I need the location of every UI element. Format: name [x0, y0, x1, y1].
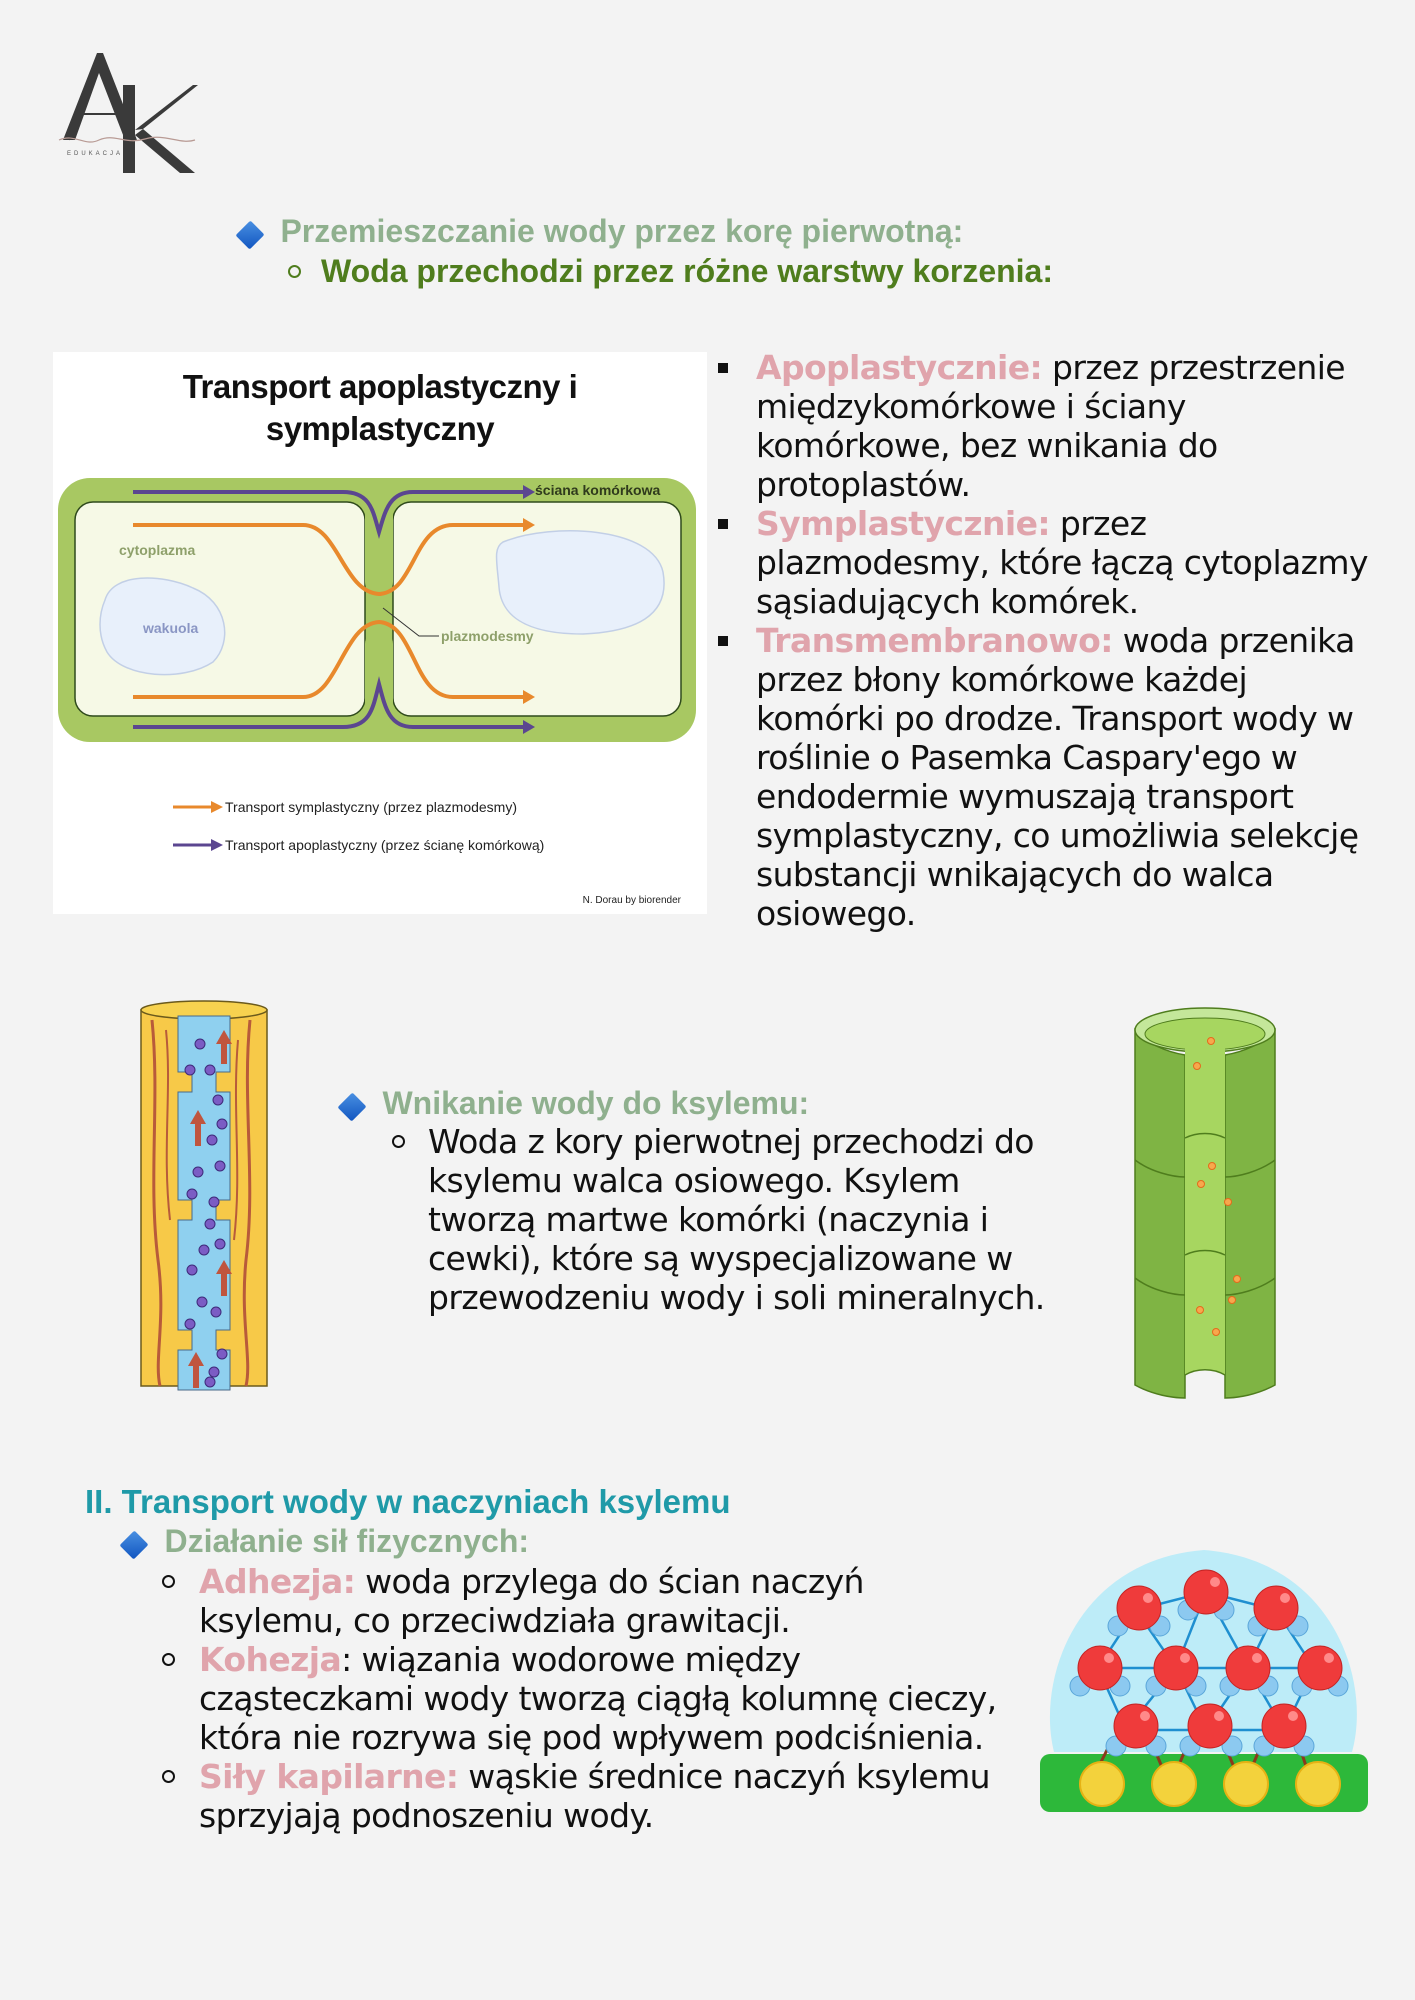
- section1-subheading-row: [288, 253, 1053, 290]
- term-transmembrane: Transmembranowo:: [756, 621, 1113, 660]
- section2-list: [392, 1122, 1060, 1317]
- list-item: Siły kapilarne: wąskie średnice naczyń ksylemu sprzyjają podnoszeniu wody.: [162, 1757, 1002, 1835]
- label-cytoplasm: cytoplazma: [119, 542, 196, 558]
- label-plasmodesmata: plazmodesmy: [441, 628, 534, 644]
- label-vacuole: wakuola: [143, 620, 199, 636]
- term-apoplastic: Apoplastycznie:: [756, 348, 1043, 387]
- legend-apoplast: Transport apoplastyczny (przez ścianę komórkową): [225, 837, 545, 853]
- physical-forces-list: [162, 1562, 1002, 1835]
- term-cohesion: Kohezja: [199, 1640, 342, 1679]
- list-item: Adhezja: woda przylega do ścian naczyń ksylemu, co przeciwdziała grawitacji.: [162, 1562, 1002, 1640]
- section3-title: II. Transport wody w naczyniach ksylemu: [85, 1483, 731, 1520]
- section2-text: Woda z kory pierwotnej przechodzi do ksylemu walca osiowego. Ksylem tworzą martwe komórki (naczynia i cewki), które są wyspecjalizowane w przewodzeniu wody i soli mineralnych.: [428, 1122, 1045, 1317]
- term-adhesion: Adhezja:: [199, 1562, 356, 1601]
- legend-symplast: Transport symplastyczny (przez plazmodesmy): [225, 799, 518, 815]
- logo-subtitle: EDUKACJA: [67, 151, 124, 157]
- logo: [55, 45, 205, 180]
- diagram-credit: N. Dorau by biorender: [582, 895, 681, 906]
- section1-subheading: Woda przechodzi przez różne warstwy korzenia:: [321, 253, 1053, 289]
- diamond-bullet-icon: [236, 220, 265, 249]
- section3-heading-row: [124, 1523, 529, 1560]
- list-item: Transmembranowo: woda przenika przez błony komórkowe każdej komórki po drodze. Transport wody w roślinie o Pasemka Caspary'ego w endodermie wymuszają transport symplastyczny, co umożliwia selekcję substancji wnikających do walca osiowego.: [718, 621, 1368, 933]
- square-bullet-icon: [718, 363, 728, 373]
- square-bullet-icon: [718, 636, 728, 646]
- diamond-bullet-icon: [338, 1092, 367, 1121]
- list-item: Symplastycznie: przez plazmodesmy, które łączą cytoplazmy sąsiadujących komórek.: [718, 504, 1368, 621]
- section1-heading-row: [240, 213, 963, 250]
- hollow-circle-bullet-icon: [392, 1135, 405, 1148]
- list-item: Apoplastycznie: przez przestrzenie międzykomórkowe i ściany komórkowe, bez wnikania do protoplastów.: [718, 348, 1368, 504]
- term-symplastic: Symplastycznie:: [756, 504, 1050, 543]
- transport-diagram: [53, 352, 707, 914]
- hollow-circle-bullet-icon: [162, 1575, 175, 1588]
- list-item: Kohezja: wiązania wodorowe między cząsteczkami wody tworzą ciągłą kolumnę cieczy, która nie rozrywa się pod wpływem podciśnienia.: [162, 1640, 1002, 1757]
- term-capillary: Siły kapilarne:: [199, 1757, 459, 1796]
- diamond-bullet-icon: [120, 1530, 149, 1559]
- section1-heading: Przemieszczanie wody przez korę pierwotną:: [280, 213, 964, 249]
- hollow-circle-bullet-icon: [288, 265, 301, 278]
- diagram-title: Transport apoplastyczny i symplastyczny: [182, 368, 578, 447]
- section3-heading: Działanie sił fizycznych:: [164, 1523, 530, 1559]
- water-molecules-icon: [1036, 1540, 1372, 1816]
- tracheid-icon: [1133, 1000, 1277, 1400]
- label-cell-wall: ściana komórkowa: [535, 482, 661, 498]
- section2-heading: Wnikanie wody do ksylemu:: [382, 1085, 810, 1121]
- hollow-circle-bullet-icon: [162, 1653, 175, 1666]
- square-bullet-icon: [718, 519, 728, 529]
- ak-logo-icon: [55, 45, 205, 180]
- list-item: [392, 1122, 1060, 1317]
- section2-heading-row: [342, 1085, 809, 1122]
- xylem-vessel-icon: [138, 1000, 272, 1392]
- hollow-circle-bullet-icon: [162, 1770, 175, 1783]
- transport-types-list: [718, 348, 1368, 933]
